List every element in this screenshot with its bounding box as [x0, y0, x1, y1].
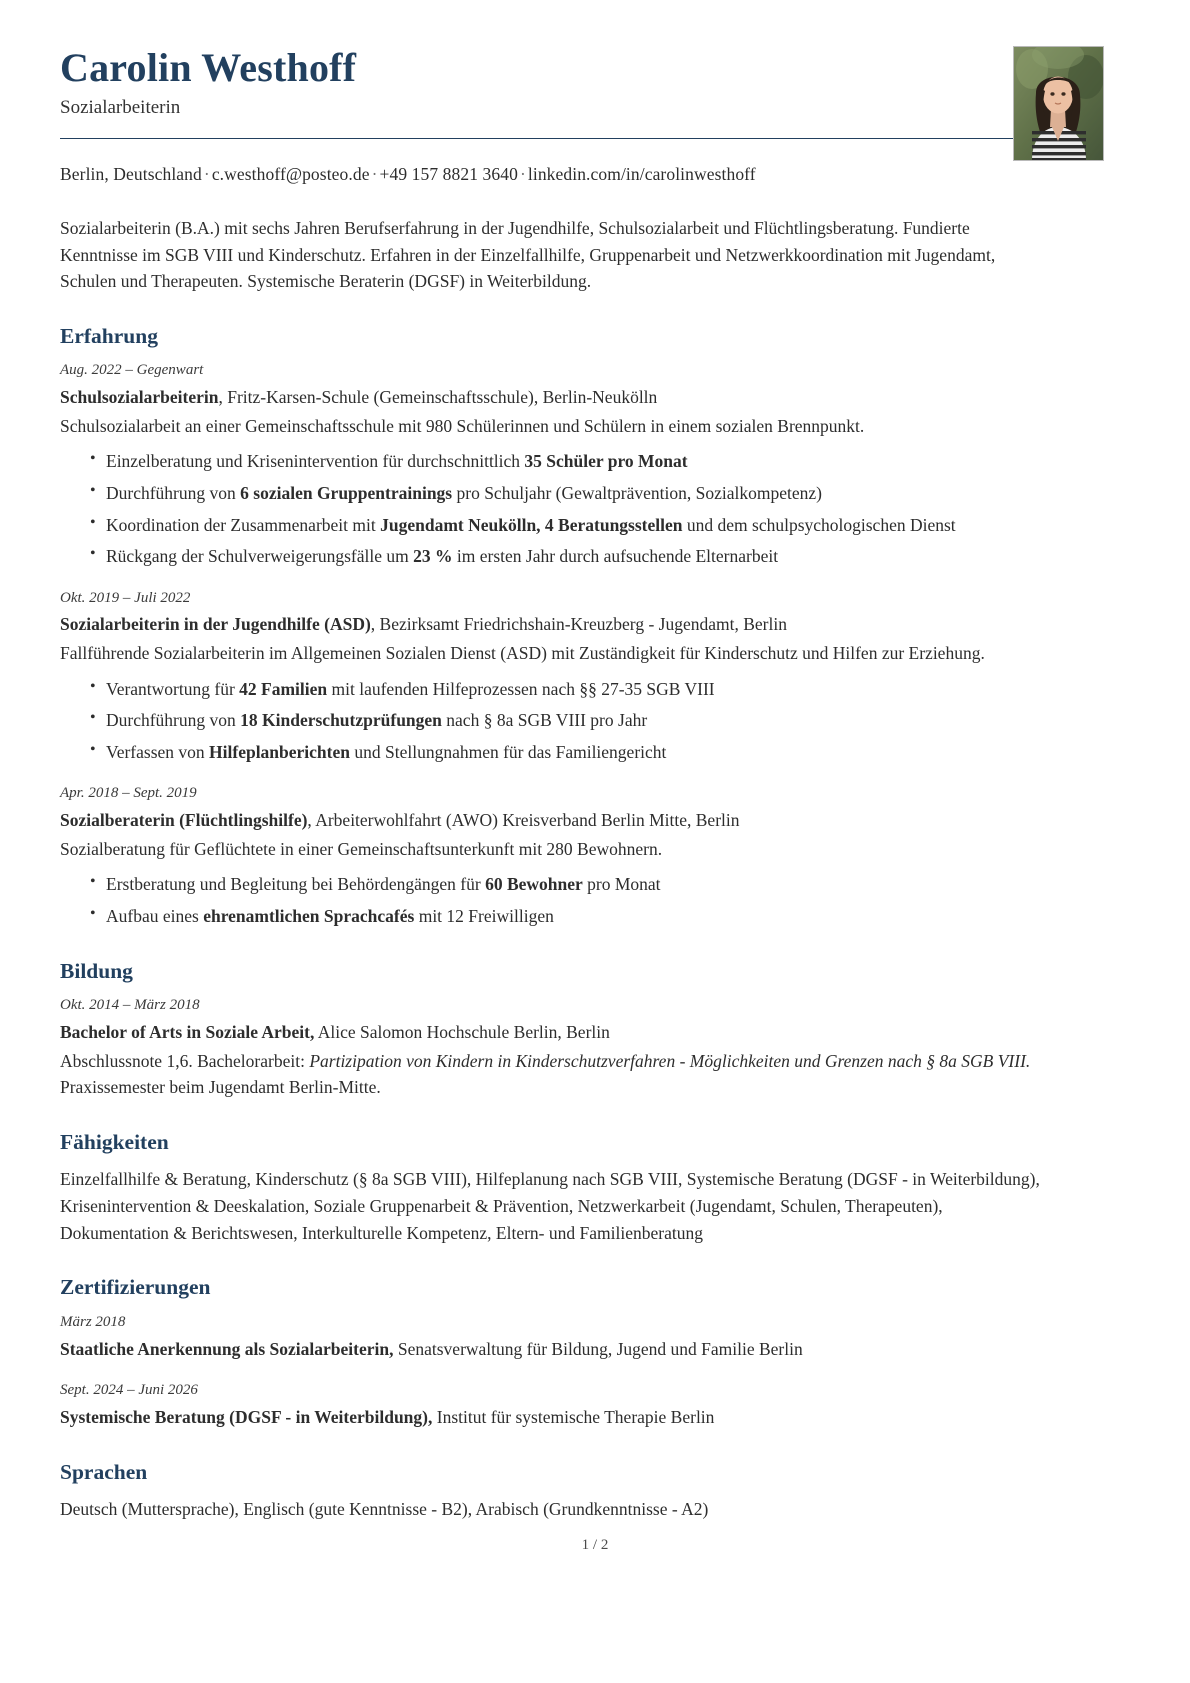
- list-item: [90, 480, 1050, 507]
- entry-heading: [60, 1019, 1050, 1046]
- entry-bullets: [60, 676, 1050, 766]
- contact-line: [60, 164, 1050, 185]
- bullet-highlight: 35 Schüler pro Monat: [524, 451, 688, 472]
- entry-organization: , Fritz-Karsen-Schule (Gemeinschaftsschule), Berlin-Neukölln: [218, 387, 658, 408]
- avatar: [1013, 46, 1104, 161]
- entry-description: Sozialberatung für Geflüchtete in einer Gemeinschaftsunterkunft mit 280 Bewohnern.: [60, 838, 663, 859]
- entry-heading: [60, 807, 1050, 834]
- list-item: [90, 448, 1050, 475]
- section-education: [60, 960, 1050, 1101]
- resume-header: [60, 46, 1050, 151]
- certification-name: Systemische Beratung (DGSF - in Weiterbildung),: [60, 1406, 433, 1427]
- languages-text: Deutsch (Muttersprache), Englisch (gute Kenntnisse - B2), Arabisch (Grundkenntnisse - A2): [60, 1499, 709, 1520]
- bullet-text: Durchführung von: [106, 710, 241, 731]
- section-title-languages: Sprachen: [60, 1459, 148, 1484]
- list-item: [90, 512, 1050, 539]
- entry-bullets: [60, 871, 1050, 929]
- bullet-text: und dem schulpsychologischen Dienst: [682, 514, 956, 535]
- contact-phone[interactable]: +49 157 8821 3640: [379, 164, 518, 184]
- education-extra: Praxissemester beim Jugendamt Berlin-Mitte.: [60, 1077, 381, 1098]
- contact-email[interactable]: c.westhoff@posteo.de: [211, 164, 370, 184]
- list-item: [90, 707, 1050, 734]
- bullet-text: Aufbau eines: [106, 905, 204, 926]
- bullet-text: pro Monat: [582, 874, 661, 895]
- section-title-skills: Fähigkeiten: [60, 1129, 169, 1154]
- bullet-text: Durchführung von: [106, 482, 241, 503]
- section-skills: [60, 1131, 1050, 1246]
- header-divider: [60, 138, 1046, 139]
- bullet-text: Verfassen von: [106, 741, 210, 762]
- entry-date: Okt. 2019 – Juli 2022: [60, 589, 191, 606]
- profile-summary: Sozialarbeiterin (B.A.) mit sechs Jahren Berufserfahrung in der Jugendhilfe, Schulsozialarbeit und Flüchtlingsberatung. Fundierte Kenntnisse im SGB VIII und Kinderschutz. Erfahren in der Einzelfallhilfe, Gruppenarbeit und Netzwerkkoordination mit Jugendamt, Schulen und Therapeuten. Systemische Beraterin (DGSF) in Weiterbildung.: [60, 218, 996, 292]
- list-item: [90, 903, 1050, 930]
- contact-location: Berlin, Deutschland: [60, 164, 202, 184]
- bullet-text: mit laufenden Hilfeprozessen nach §§ 27-35 SGB VIII: [327, 678, 715, 699]
- bullet-text: und Stellungnahmen für das Familiengericht: [350, 741, 667, 762]
- bullet-text: pro Schuljahr (Gewaltprävention, Sozialkompetenz): [452, 482, 822, 503]
- bullet-highlight: 23 %: [413, 546, 453, 567]
- entry-heading: [60, 611, 1050, 638]
- bullet-text: nach § 8a SGB VIII pro Jahr: [441, 710, 648, 731]
- bullet-text: Koordination der Zusammenarbeit mit: [106, 514, 381, 535]
- experience-entry: [60, 783, 1050, 929]
- entry-heading: [60, 384, 1050, 411]
- entry-heading: [60, 1404, 1050, 1431]
- entry-date: Aug. 2022 – Gegenwart: [60, 362, 204, 379]
- entry-role: Schulsozialarbeiterin: [60, 387, 219, 408]
- bullet-text: mit 12 Freiwilligen: [414, 905, 554, 926]
- entry-date: März 2018: [60, 1313, 126, 1330]
- bullet-text: Einzelberatung und Krisenintervention für durchschnittlich: [106, 451, 525, 472]
- section-title-experience: Erfahrung: [60, 323, 158, 348]
- bullet-text: im ersten Jahr durch aufsuchende Elternarbeit: [452, 546, 779, 567]
- entry-heading: [60, 1336, 1050, 1363]
- list-item: [90, 676, 1050, 703]
- resume-content: [60, 46, 1050, 1523]
- section-languages: [60, 1461, 1050, 1523]
- bullet-text: Verantwortung für: [106, 678, 240, 699]
- certification-entry: [60, 1380, 1050, 1430]
- certification-entry: [60, 1312, 1050, 1362]
- contact-separator: ·: [371, 164, 378, 184]
- certification-issuer: Institut für systemische Therapie Berlin: [432, 1406, 715, 1427]
- entry-date: Sept. 2024 – Juni 2026: [60, 1382, 198, 1399]
- list-item: [90, 543, 1050, 570]
- education-grade: Abschlussnote 1,6. Bachelorarbeit:: [60, 1050, 310, 1071]
- list-item: [90, 739, 1050, 766]
- page-footer: [0, 1537, 1190, 1554]
- entry-role: Sozialberaterin (Flüchtlingshilfe): [60, 810, 308, 831]
- entry-description: Schulsozialarbeit an einer Gemeinschaftsschule mit 980 Schülerinnen und Schülern in einem sozialen Brennpunkt.: [60, 415, 865, 436]
- entry-date: Okt. 2014 – März 2018: [60, 997, 200, 1014]
- bullet-text: Rückgang der Schulverweigerungsfälle um: [106, 546, 414, 567]
- page-title: Carolin Westhoff: [60, 45, 357, 90]
- entry-date: Apr. 2018 – Sept. 2019: [60, 785, 197, 802]
- portrait-photo-icon: [1014, 47, 1103, 160]
- entry-organization: , Arbeiterwohlfahrt (AWO) Kreisverband Berlin Mitte, Berlin: [307, 810, 740, 831]
- bullet-highlight: 6 sozialen Gruppentrainings: [240, 482, 453, 503]
- bullet-highlight: 42 Familien: [239, 678, 328, 699]
- section-title-education: Bildung: [60, 958, 133, 983]
- bullet-highlight: ehrenamtlichen Sprachcafés: [203, 905, 415, 926]
- entry-organization: , Bezirksamt Friedrichshain-Kreuzberg - Jugendamt, Berlin: [370, 614, 787, 635]
- contact-separator: ·: [519, 164, 526, 184]
- experience-entry: [60, 588, 1050, 766]
- list-item: [90, 871, 1050, 898]
- education-entry: [60, 995, 1050, 1101]
- institution-name: Alice Salomon Hochschule Berlin, Berlin: [314, 1021, 610, 1042]
- page-number: 1 / 2: [581, 1537, 609, 1553]
- experience-entry: [60, 360, 1050, 569]
- job-title: Sozialarbeiterin: [60, 96, 181, 118]
- thesis-title: Partizipation von Kindern in Kinderschutzverfahren - Möglichkeiten und Grenzen nach § 8a SGB VIII.: [309, 1050, 1031, 1071]
- entry-role: Sozialarbeiterin in der Jugendhilfe (ASD): [60, 614, 371, 635]
- bullet-highlight: Hilfeplanberichten: [209, 741, 350, 762]
- degree-name: Bachelor of Arts in Soziale Arbeit,: [60, 1021, 315, 1042]
- section-certifications: [60, 1276, 1050, 1430]
- bullet-highlight: 60 Bewohner: [485, 874, 583, 895]
- bullet-highlight: 18 Kinderschutzprüfungen: [240, 710, 442, 731]
- bullet-text: Erstberatung und Begleitung bei Behördengängen für: [106, 874, 486, 895]
- section-title-certifications: Zertifizierungen: [60, 1275, 211, 1300]
- entry-description: Fallführende Sozialarbeiterin im Allgemeinen Sozialen Dienst (ASD) mit Zuständigkeit für Kinderschutz und Hilfen zur Erziehung.: [60, 643, 985, 664]
- entry-description: [60, 1048, 1050, 1101]
- entry-bullets: [60, 448, 1050, 569]
- skills-text: Einzelfallhilfe & Beratung, Kinderschutz (§ 8a SGB VIII), Hilfeplanung nach SGB VIII, Systemische Beratung (DGSF - in Weiterbildung), Krisenintervention & Deeskalation, Soziale Gruppenarbeit & Prävention, Netzwerkarbeit (Jugendamt, Schulen, Therapeuten), Dokumentation & Berichtswesen, Interkulturelle Kompetenz, Eltern- und Familienberatung: [60, 1169, 1040, 1243]
- section-experience: [60, 325, 1050, 930]
- certification-name: Staatliche Anerkennung als Sozialarbeiterin,: [60, 1338, 394, 1359]
- contact-linkedin[interactable]: linkedin.com/in/carolinwesthoff: [527, 164, 756, 184]
- certification-issuer: Senatsverwaltung für Bildung, Jugend und Familie Berlin: [393, 1338, 803, 1359]
- contact-separator: ·: [203, 164, 210, 184]
- bullet-highlight: Jugendamt Neukölln, 4 Beratungsstellen: [380, 514, 683, 535]
